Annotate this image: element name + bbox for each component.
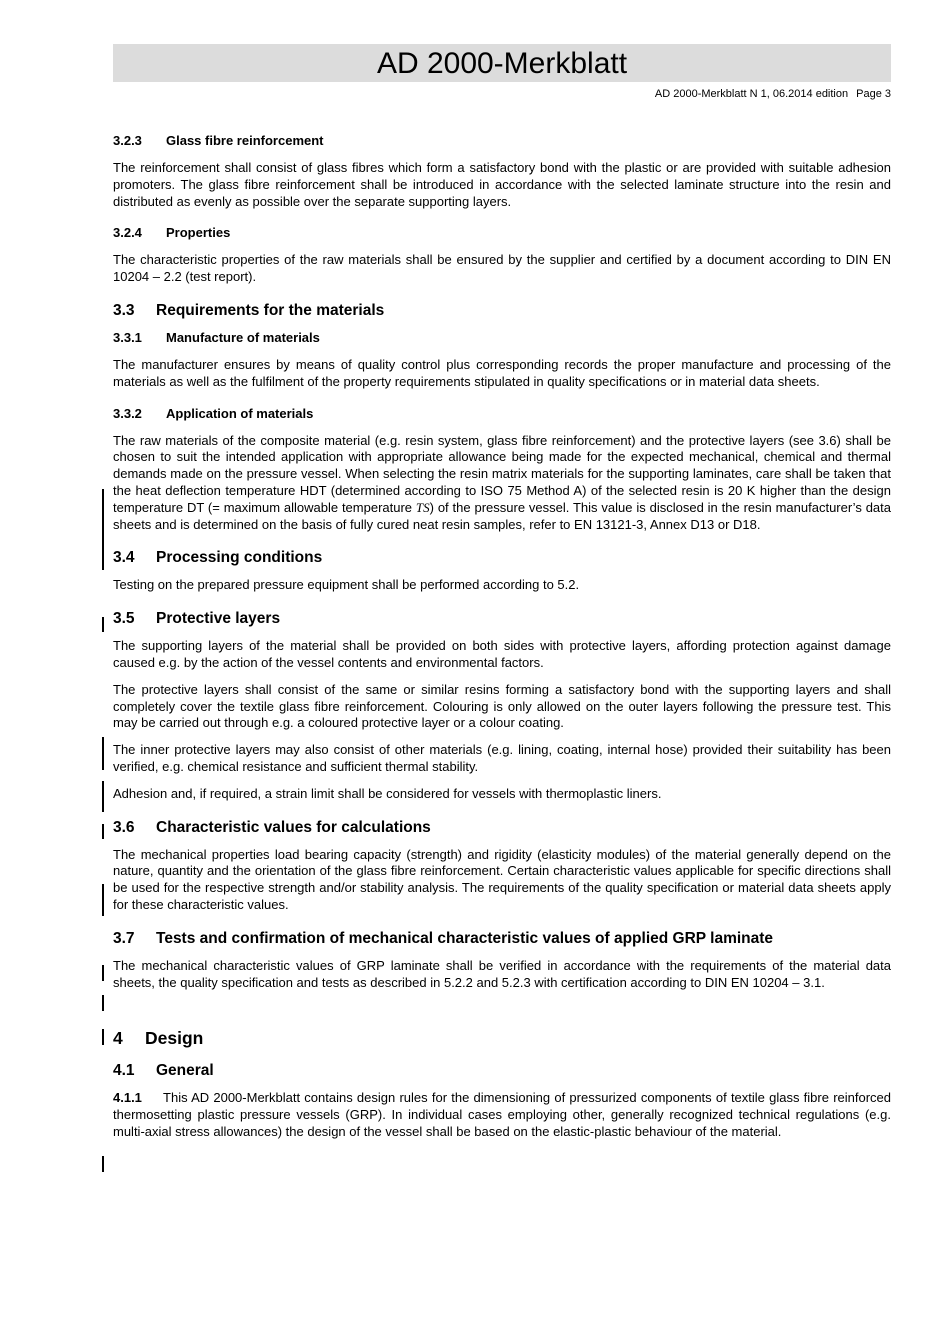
paragraph: Adhesion and, if required, a strain limit shall be considered for vessels with thermoplastic liners. xyxy=(113,785,662,801)
change-bar xyxy=(102,965,104,981)
paragraph: The protective layers shall consist of the same or similar resins forming a satisfactory bond with the supporting layers and shall completely cover the textile glass fibre reinforcement. Colouring is only allowed on the outer layers following the pressure test. This may be carried out through e.g. a coloured protective layer or a colour coating. xyxy=(113,681,891,731)
page-number: Page 3 xyxy=(856,88,891,100)
section-heading-3-5: 3.5 Protective layers xyxy=(113,610,281,628)
page-header-banner xyxy=(113,44,891,82)
section-heading-4-1: 4.1 General xyxy=(113,1062,214,1080)
change-bar xyxy=(102,617,104,632)
section-heading-3-3-1: 3.3.1 Manufacture of materials xyxy=(113,329,320,345)
section-heading-3-2-4: 3.2.4 Properties xyxy=(113,225,231,241)
change-bar xyxy=(102,1156,104,1172)
document-body xyxy=(113,133,891,1151)
edition-line xyxy=(655,88,891,100)
change-bar xyxy=(102,824,104,839)
change-bar xyxy=(102,737,104,770)
section-heading-4: 4 Design xyxy=(113,1028,204,1049)
paragraph: Testing on the prepared pressure equipment shall be performed according to 5.2. xyxy=(113,577,580,593)
section-heading-3-2-3: 3.2.3 Glass fibre reinforcement xyxy=(113,133,324,148)
paragraph: The raw materials of the composite material (e.g. resin system, glass fibre reinforcement) and the protective layers (see 3.6) shall be chosen to suit the intended application with appropriate allowance being made for the expected mechanical, chemical and thermal demands made on the pressure vessel. When selecting the resin matrix materials for the supporting laminates, care shall be taken that the heat deflection temperature HDT (determined according to ISO 75 Method A) of the selected resin is 20 K higher than the design temperature DT (= maximum allowable temperature TS) of the pressure vessel. This value is disclosed in the resin manufacturer’s data sheets and is determined on the basis of fully cured neat resin samples, refer to EN 13121-3, Annex D13 or D18. xyxy=(113,432,891,532)
section-heading-3-3: 3.3 Requirements for the materials xyxy=(113,301,385,319)
paragraph: The supporting layers of the material shall be provided on both sides with protective layers, affording protection against damage caused e.g. by the action of the vessel contents and environmental factors. xyxy=(113,638,891,670)
edition-text: AD 2000-Merkblatt N 1, 06.2014 edition xyxy=(654,88,849,100)
change-bar xyxy=(102,489,104,570)
paragraph: The characteristic properties of the raw materials shall be ensured by the supplier and certified by a document according to DIN EN 10204 – 2.2 (test report). xyxy=(113,252,891,285)
paragraph: The mechanical characteristic values of GRP laminate shall be verified in accordance with the requirements of the material data sheets, the quality specification and tests as described in 5.2.2 and 5.2.3 with certification according to DIN EN 10204 – 3.1. xyxy=(113,957,891,990)
change-bar xyxy=(102,995,104,1011)
document-title: AD 2000-Merkblatt xyxy=(376,47,628,80)
paragraph: 4.1.1 This AD 2000-Merkblatt contains design rules for the dimensioning of pressurized components of textile glass fibre reinforced thermosetting plastic pressure vessels (GRP). In individual cases employing other, generally recognized technical regulations (e.g. multi-axial stress allowances) the design of the vessel shall be based on the elastic-plastic behaviour of the material. xyxy=(113,1090,892,1139)
change-bar xyxy=(102,884,104,916)
change-bar xyxy=(102,781,104,812)
ts-symbol: TS xyxy=(415,499,430,515)
paragraph: The inner protective layers may also consist of other materials (e.g. lining, coating, internal hose) provided their suitability has been verified, e.g. chemical resistance and sufficient thermal stability. xyxy=(113,742,891,774)
paragraph: The reinforcement shall consist of glass fibres which form a satisfactory bond with the plastic or are provided with suitable adhesion promoters. The glass fibre reinforcement shall be introduced in accordance with the selected laminate structure into the resin and distributed as evenly as possible over the separate supporting layers. xyxy=(113,160,891,209)
section-heading-3-4: 3.4 Processing conditions xyxy=(113,549,323,567)
change-bar xyxy=(102,1029,104,1045)
section-heading-3-6: 3.6 Characteristic values for calculations xyxy=(113,818,431,836)
section-heading-3-7: 3.7 Tests and confirmation of mechanical characteristic values of applied GRP laminate xyxy=(113,929,774,947)
paragraph: The manufacturer ensures by means of quality control plus corresponding records the proper manufacture and processing of the materials as well as the fulfilment of the property requirements stipulated in quality specifications or in material data sheets. xyxy=(113,356,891,389)
section-heading-3-3-2: 3.3.2 Application of materials xyxy=(113,405,314,421)
clause-number: 4.1.1 xyxy=(113,1090,142,1106)
paragraph: The mechanical properties load bearing capacity (strength) and rigidity (elasticity modules) of the material generally depend on the nature, quantity and the orientation of the glass fibre reinforcement. Certain characteristic values applicable for specific directions shall be used for the respective strength and/or stability analysis. The requirements of the quality specification or material data sheets apply for these characteristic values. xyxy=(113,846,891,912)
